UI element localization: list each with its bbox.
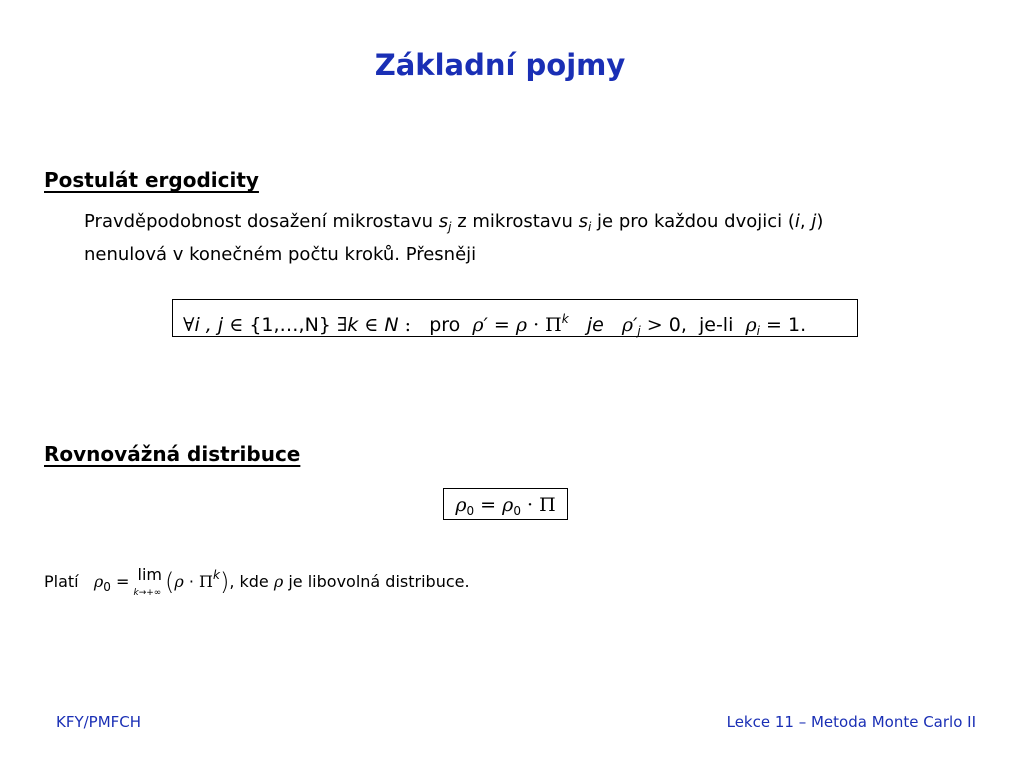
equals-symbol: = [759,314,788,336]
plati-text: Platí [44,572,79,591]
ergodicity-paragraph [84,208,984,268]
para-text: ) [816,211,824,232]
dot-symbol: · [527,314,546,336]
rho-prime-j: ρ′ [621,314,638,336]
rho-i: ρ [745,314,757,336]
equals-symbol: = [487,314,516,336]
forall-symbol: ∀ [183,314,195,336]
pi-symbol: Π [199,572,213,591]
exponent-k: k [213,568,220,582]
rho-symbol: ρ [93,572,104,591]
greater-than-symbol: > [640,314,669,336]
equilibrium-formula [443,488,568,520]
left-paren: ( [165,568,175,596]
rho-symbol: ρ [273,572,284,591]
ergodicity-formula [172,299,858,337]
para-text: z mikrostavu [451,211,579,232]
index-j: j [811,211,817,232]
exponent-k: k [561,312,569,326]
symbol-s: s [578,211,588,232]
dot-symbol: · [183,572,200,591]
footer-lecture-title: Lekce 11 – Metoda Monte Carlo II [726,713,976,731]
lim-text: lim [137,565,162,584]
element-of-symbol: ∈ [358,314,385,336]
para-text: , [799,211,812,232]
formula-zero: 0, [668,314,687,336]
lim-subscript: k→+∞ [133,588,162,598]
para-text: je pro každou dvojici ( [591,211,795,232]
formula-je: je [586,314,604,336]
index-j: j [448,220,452,234]
limit-statement [44,563,470,599]
formula-N: N [384,314,399,336]
formula-ij: i , j [194,314,224,336]
slide-title: Základní pojmy [374,48,626,82]
rho-symbol: ρ [515,314,528,336]
index-i: i [756,324,760,338]
footer-course-code: KFY/PMFCH [56,713,142,731]
subscript-zero: 0 [466,504,475,518]
symbol-s: s [438,211,449,232]
index-j: j [637,324,641,338]
subscript-zero: 0 [103,580,111,594]
formula-jeli: je-li [698,314,734,336]
equals-symbol: = [110,572,135,591]
formula-k: k [347,314,359,336]
rho-symbol: ρ [502,494,514,516]
distribution-text: je libovolná distribuce. [283,572,470,591]
limit-operator [133,563,162,598]
formula-pro: pro [429,314,461,336]
formula-set: {1,…,N} [249,314,331,336]
formula-colon: : [398,314,412,336]
equals-symbol: = [474,494,503,516]
heading-equilibrium: Rovnovážná distribuce [44,442,301,466]
kde-text: , kde [229,572,274,591]
index-i: i [587,220,592,234]
para-text-line2: nenulová v konečném počtu kroků. Přesněji [84,244,477,265]
rho-symbol: ρ [455,494,467,516]
index-i: i [794,211,800,232]
element-of-symbol: ∈ [223,314,250,336]
exists-symbol: ∃ [330,314,348,336]
rho-symbol: ρ [174,572,184,591]
pi-symbol: Π [545,314,562,336]
subscript-zero: 0 [513,504,521,518]
rho-prime: ρ′ [472,314,488,336]
formula-one: 1. [787,314,807,336]
para-text: Pravděpodobnost dosažení mikrostavu [84,211,439,232]
dot-symbol: · [520,494,540,516]
pi-symbol: Π [539,494,556,516]
right-paren: ) [219,568,230,596]
heading-ergodicity: Postulát ergodicity [44,168,259,192]
